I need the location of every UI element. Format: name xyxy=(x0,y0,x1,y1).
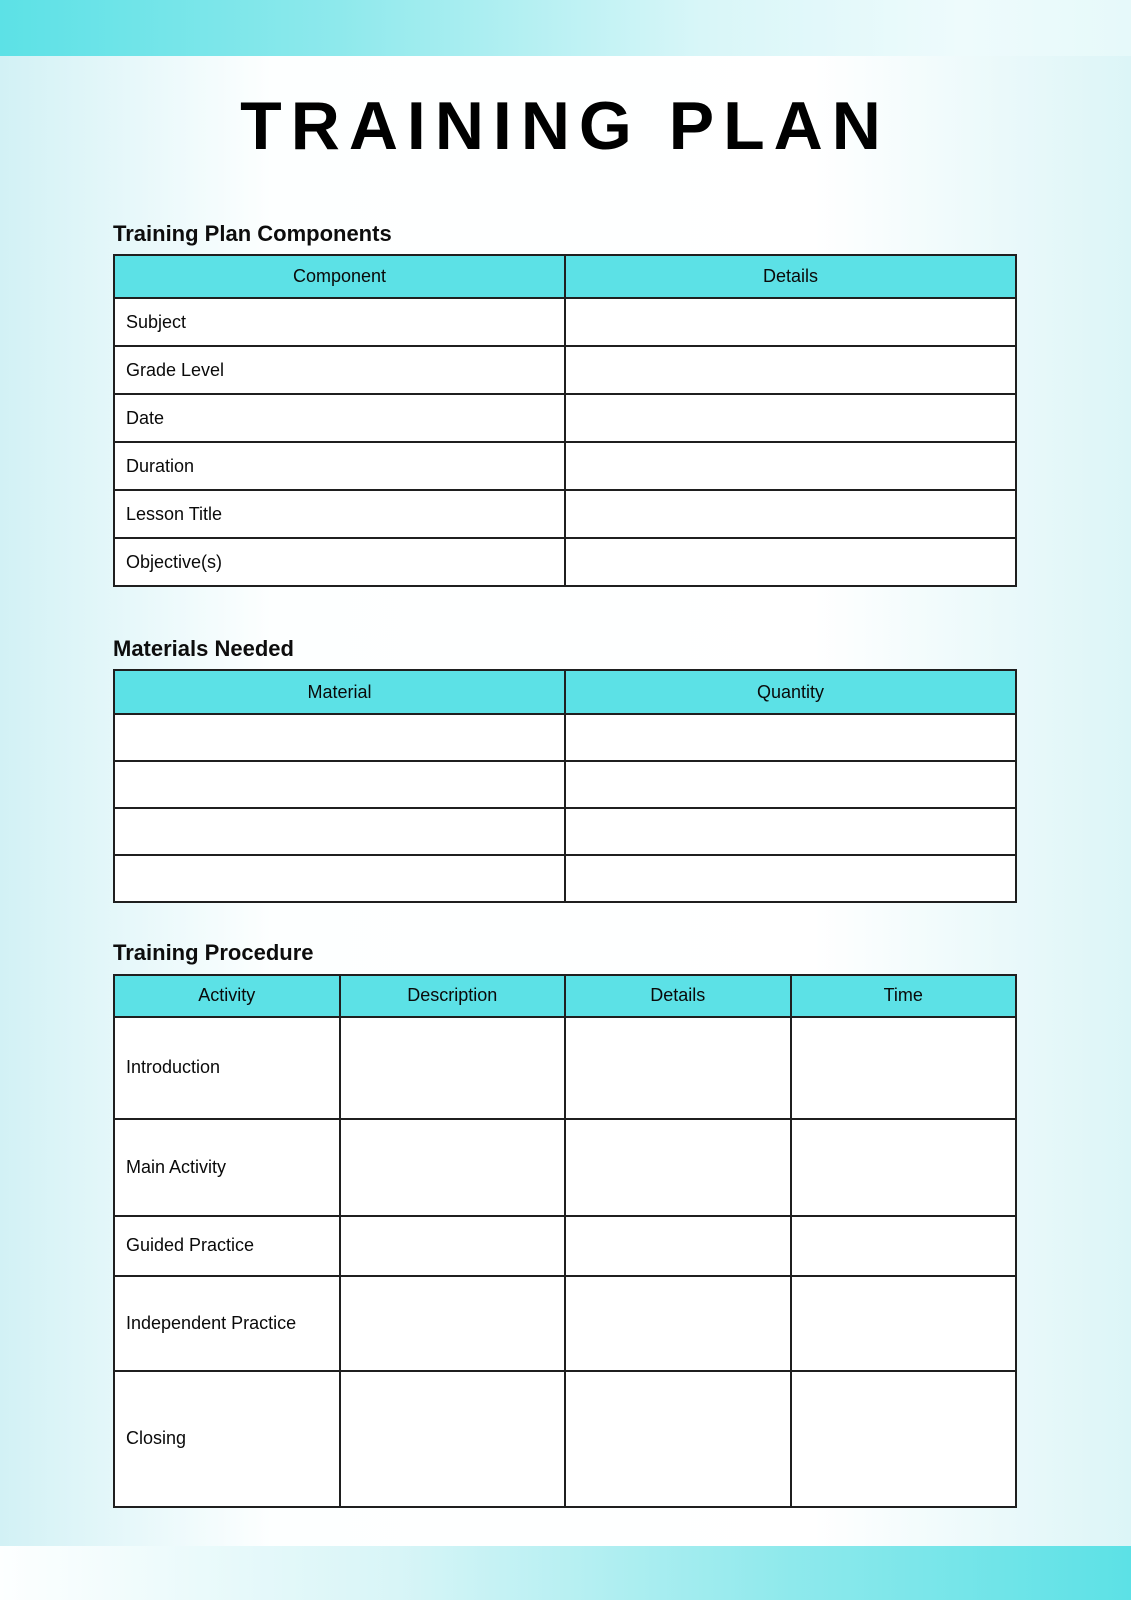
details-blank-cell xyxy=(565,1371,791,1507)
time-blank-cell xyxy=(791,1119,1017,1216)
table-row xyxy=(114,1276,1016,1371)
time-blank-cell xyxy=(791,1371,1017,1507)
table-row xyxy=(114,298,1016,346)
component-label-cell: Date xyxy=(114,394,565,442)
component-label-cell: Duration xyxy=(114,442,565,490)
component-label-cell: Grade Level xyxy=(114,346,565,394)
materials-col-material: Material xyxy=(114,670,565,714)
details-blank-cell xyxy=(565,442,1016,490)
table-row xyxy=(114,442,1016,490)
material-blank-cell xyxy=(114,714,565,761)
procedure-col-time: Time xyxy=(791,975,1017,1017)
materials-header-row xyxy=(114,670,1016,714)
quantity-blank-cell xyxy=(565,808,1016,855)
details-blank-cell xyxy=(565,1216,791,1276)
table-row xyxy=(114,855,1016,902)
details-blank-cell xyxy=(565,394,1016,442)
components-section-heading: Training Plan Components xyxy=(113,221,392,246)
material-blank-cell xyxy=(114,808,565,855)
page-content xyxy=(113,0,1017,1508)
time-blank-cell xyxy=(791,1017,1017,1119)
component-label-cell: Lesson Title xyxy=(114,490,565,538)
components-col-component: Component xyxy=(114,255,565,298)
table-row xyxy=(114,1371,1016,1507)
activity-label-cell: Independent Practice xyxy=(114,1276,340,1371)
table-row xyxy=(114,1216,1016,1276)
details-blank-cell xyxy=(565,346,1016,394)
details-blank-cell xyxy=(565,298,1016,346)
details-blank-cell xyxy=(565,1276,791,1371)
quantity-blank-cell xyxy=(565,714,1016,761)
component-label-cell: Objective(s) xyxy=(114,538,565,586)
quantity-blank-cell xyxy=(565,855,1016,902)
components-header-row xyxy=(114,255,1016,298)
table-row xyxy=(114,490,1016,538)
table-row xyxy=(114,714,1016,761)
material-blank-cell xyxy=(114,761,565,808)
table-row xyxy=(114,1119,1016,1216)
details-blank-cell xyxy=(565,1119,791,1216)
activity-label-cell: Closing xyxy=(114,1371,340,1507)
time-blank-cell xyxy=(791,1276,1017,1371)
description-blank-cell xyxy=(340,1017,566,1119)
activity-label-cell: Main Activity xyxy=(114,1119,340,1216)
components-table xyxy=(113,254,1017,587)
components-col-details: Details xyxy=(565,255,1016,298)
details-blank-cell xyxy=(565,538,1016,586)
description-blank-cell xyxy=(340,1216,566,1276)
activity-label-cell: Introduction xyxy=(114,1017,340,1119)
table-row xyxy=(114,808,1016,855)
procedure-col-details: Details xyxy=(565,975,791,1017)
procedure-header-row xyxy=(114,975,1016,1017)
bottom-gradient-bar xyxy=(0,1546,1131,1600)
activity-label-cell: Guided Practice xyxy=(114,1216,340,1276)
procedure-col-activity: Activity xyxy=(114,975,340,1017)
materials-table xyxy=(113,669,1017,903)
description-blank-cell xyxy=(340,1371,566,1507)
component-label-cell: Subject xyxy=(114,298,565,346)
table-row xyxy=(114,1017,1016,1119)
table-row xyxy=(114,761,1016,808)
page-title: TRAINING PLAN xyxy=(240,88,890,164)
description-blank-cell xyxy=(340,1276,566,1371)
procedure-section-heading: Training Procedure xyxy=(113,940,314,966)
procedure-table xyxy=(113,974,1017,1508)
table-row xyxy=(114,394,1016,442)
materials-col-quantity: Quantity xyxy=(565,670,1016,714)
details-blank-cell xyxy=(565,490,1016,538)
quantity-blank-cell xyxy=(565,761,1016,808)
details-blank-cell xyxy=(565,1017,791,1119)
description-blank-cell xyxy=(340,1119,566,1216)
materials-section-heading: Materials Needed xyxy=(113,636,294,662)
time-blank-cell xyxy=(791,1216,1017,1276)
table-row xyxy=(114,346,1016,394)
procedure-col-description: Description xyxy=(340,975,566,1017)
material-blank-cell xyxy=(114,855,565,902)
table-row xyxy=(114,538,1016,586)
